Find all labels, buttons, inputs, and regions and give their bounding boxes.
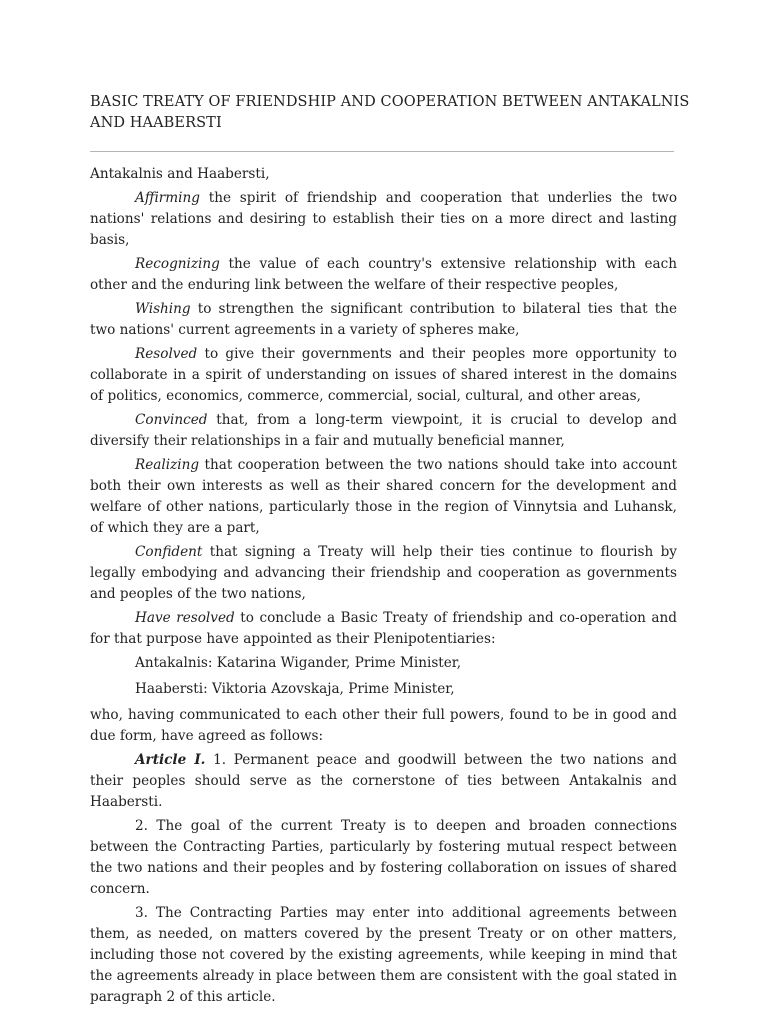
plenipotentiary-antakalnis: Antakalnis: Katarina Wigander, Prime Minister, [135,655,462,671]
article-1-paragraph-3: 3. The Contracting Parties may enter into additional agreements between them, as needed, on matters covered by the present Treaty or on other matters, including those not covered by the existing agreements, while keeping in mind that the agreements already in place between them are consistent with the goal stated in paragraph 2 of this article. [90,905,677,1005]
recital-lead: Recognizing [135,256,220,272]
plenipotentiary-haabersti: Haabersti: Viktoria Azovskaja, Prime Minister, [135,681,455,697]
article-text: 1. Permanent peace and goodwill between the two nations and their peoples should serve as the cornerstone of ties between Antakalnis and Haabersti. [90,752,677,810]
recital-text: the spirit of friendship and cooperation that underlies the two nations' relations and desiring to establish their ties on a more direct and lasting basis, [90,190,677,248]
article-heading: Article I. [135,752,206,768]
recital-lead: Resolved [135,346,198,362]
recital-text: to strengthen the significant contribution to bilateral ties that the two nations' current agreements in a variety of spheres make, [90,301,677,338]
recital-lead: Convinced [135,412,208,428]
recital-realizing [90,455,677,539]
recital-have-resolved [90,608,677,650]
recital-lead: Affirming [135,190,200,206]
opening-line: Antakalnis and Haabersti, [90,166,270,182]
recital-recognizing [90,254,677,296]
recital-text: that cooperation between the two nations should take into account both their own interests as well as their shared concern for the development and welfare of other nations, particularly those in the region of Vinnytsia and Luhansk, of which they are a part, [90,457,677,536]
recital-convinced [90,410,677,452]
recital-confident [90,542,677,605]
document-body [90,164,677,1011]
article-1-paragraph-1 [90,750,677,813]
recital-text: to conclude a Basic Treaty of friendship and co-operation and for that purpose have appointed as their Plenipotentiaries: [90,610,677,647]
recital-lead: Wishing [135,301,191,317]
recital-text: that signing a Treaty will help their ties continue to flourish by legally embodying and advancing their friendship and cooperation as governments and peoples of the two nations, [90,544,677,602]
recital-resolved [90,344,677,407]
recital-lead: Realizing [135,457,200,473]
agreement-clause: who, having communicated to each other their full powers, found to be in good and due form, have agreed as follows: [90,707,677,744]
article-1-paragraph-2: 2. The goal of the current Treaty is to deepen and broaden connections between the Contracting Parties, particularly by fostering mutual respect between the two nations and their peoples and by fostering collaboration on issues of shared concern. [90,818,677,897]
recital-wishing [90,299,677,341]
recital-lead: Confident [135,544,203,560]
recital-text: the value of each country's extensive relationship with each other and the enduring link between the welfare of their respective peoples, [90,256,677,293]
document-title: BASIC TREATY OF FRIENDSHIP AND COOPERATION BETWEEN ANTAKALNIS AND HAABERSTI [90,94,690,131]
title-divider [90,151,674,152]
recital-affirming [90,188,677,251]
recital-lead: Have resolved [135,610,235,626]
recital-text: that, from a long-term viewpoint, it is crucial to develop and diversify their relationships in a fair and mutually beneficial manner, [90,412,677,449]
recital-text: to give their governments and their peoples more opportunity to collaborate in a spirit of understanding on issues of shared interest in the domains of politics, economics, commerce, commercial, social, cultural, and other areas, [90,346,677,404]
